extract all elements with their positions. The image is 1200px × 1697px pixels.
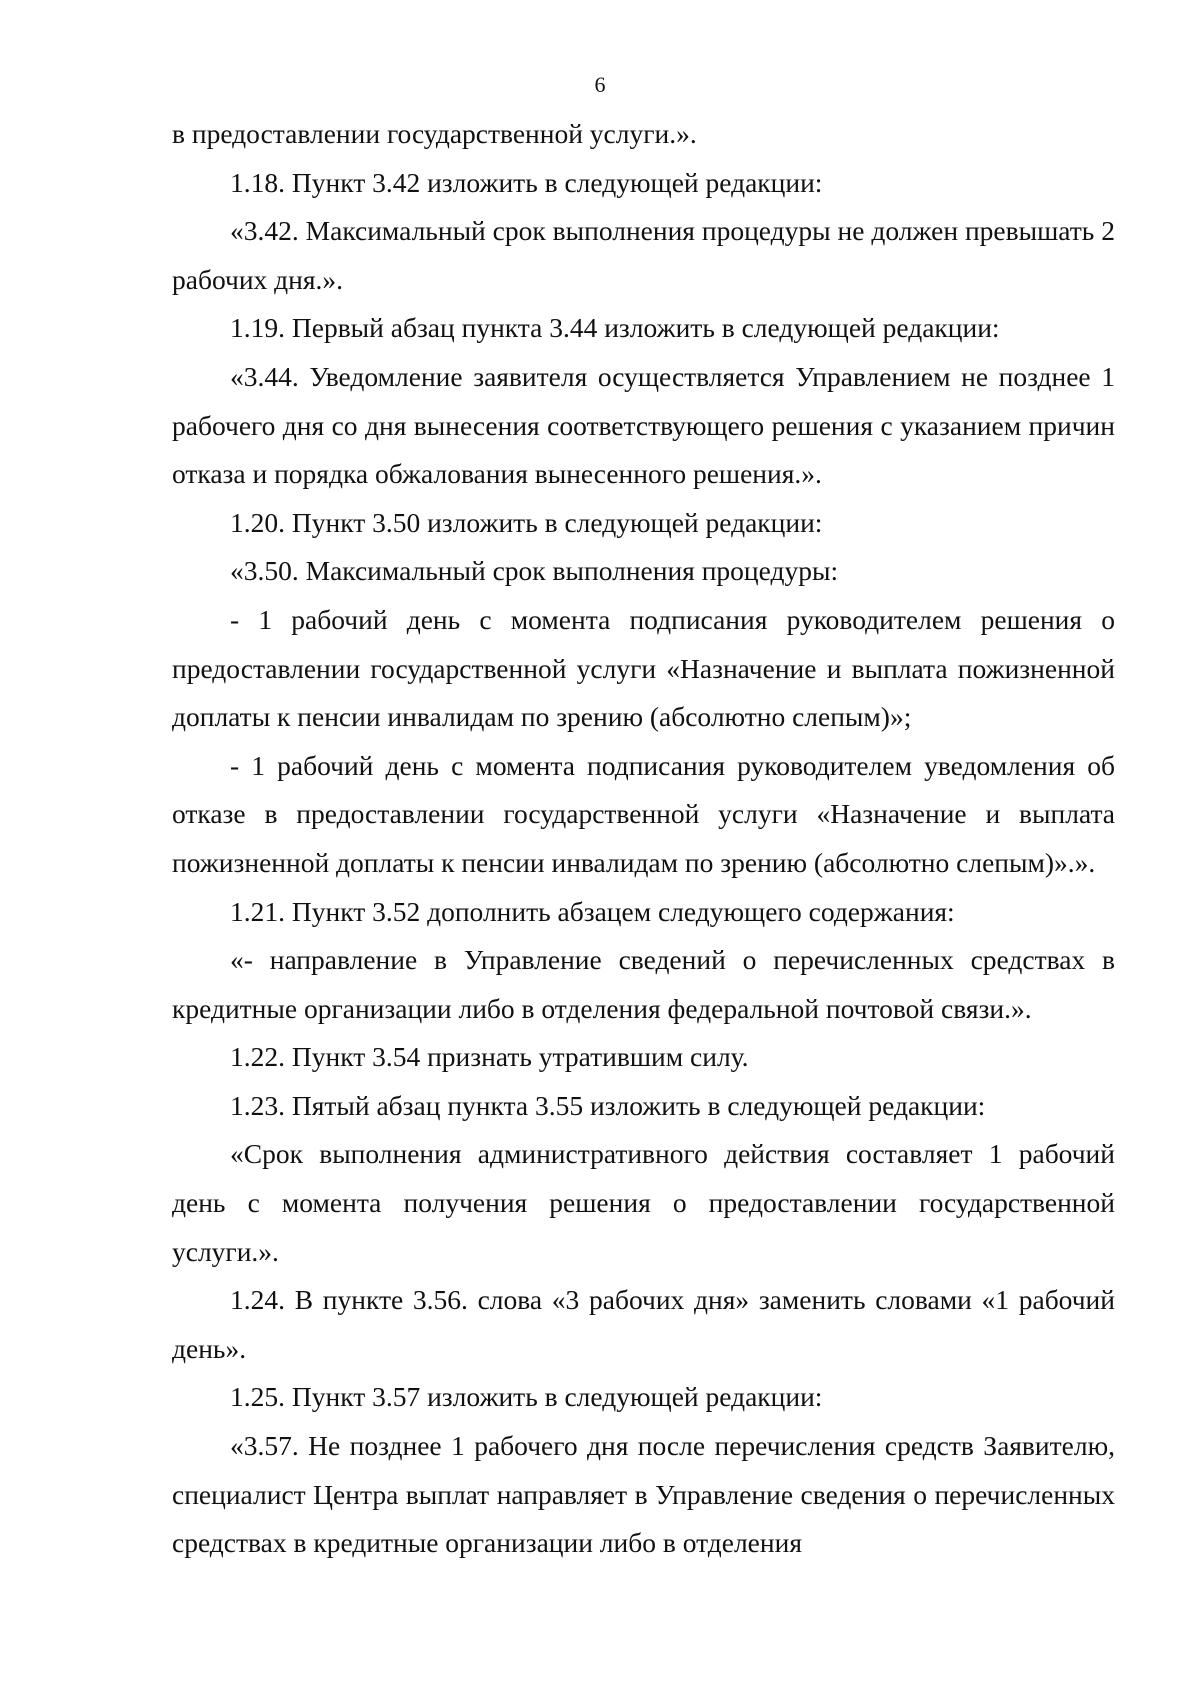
paragraph-item-1-20: 1.20. Пункт 3.50 изложить в следующей редакции: <box>230 506 823 538</box>
paragraph-item-1-22: 1.22. Пункт 3.54 признать утратившим силу. <box>230 1041 749 1073</box>
paragraph-quote-3-50: «3.50. Максимальный срок выполнения процедуры: <box>230 555 839 587</box>
page-number: 6 <box>594 72 606 97</box>
paragraph-item-1-18: 1.18. Пункт 3.42 изложить в следующей редакции: <box>230 166 823 198</box>
paragraph-quote-3-44: «3.44. Уведомление заявителя осуществляется Управлением не позднее 1 рабочего дня со дня вынесения соответствующего решения с указанием причин отказа и порядка обжалования вынесенного решения.». <box>172 360 1115 490</box>
paragraph-item-1-24: 1.24. В пункте 3.56. слова «3 рабочих дня» заменить словами «1 рабочий день». <box>172 1284 1115 1364</box>
document-body <box>172 110 1115 1568</box>
paragraph-item-1-21: 1.21. Пункт 3.52 дополнить абзацем следующего содержания: <box>230 895 955 927</box>
paragraph-item-1-19: 1.19. Первый абзац пункта 3.44 изложить в следующей редакции: <box>230 312 1000 344</box>
paragraph-quote-3-42: «3.42. Максимальный срок выполнения процедуры не должен превышать 2 рабочих дня.». <box>172 215 1115 295</box>
paragraph-quote-3-52: «- направление в Управление сведений о перечисленных средствах в кредитные организации либо в отделения федеральной почтовой связи.». <box>172 944 1115 1024</box>
paragraph-quote-3-50-dash-1: - 1 рабочий день с момента подписания руководителем решения о предоставлении государственной услуги «Назначение и выплата пожизненной доплаты к пенсии инвалидам по зрению (абсолютно слепым)»; <box>172 603 1115 733</box>
paragraph-item-1-23: 1.23. Пятый абзац пункта 3.55 изложить в следующей редакции: <box>230 1089 986 1121</box>
paragraph-quote-3-57: «3.57. Не позднее 1 рабочего дня после перечисления средств Заявителю, специалист Центра выплат направляет в Управление сведения о перечисленных средствах в кредитные организации либо в отделения <box>172 1430 1115 1559</box>
paragraph-quote-3-50-dash-2: - 1 рабочий день с момента подписания руководителем уведомления об отказе в предоставлении государственной услуги «Назначение и выплата пожизненной доплаты к пенсии инвалидам по зрению (абсолютно слепым)».». <box>172 749 1115 878</box>
paragraph-item-1-25: 1.25. Пункт 3.57 изложить в следующей редакции: <box>230 1381 823 1413</box>
paragraph-quote-3-55: «Срок выполнения административного действия составляет 1 рабочий день с момента получения решения о предоставлении государственной услуги.». <box>172 1138 1115 1267</box>
paragraph-continuation: в предоставлении государственной услуги.». <box>172 118 697 149</box>
